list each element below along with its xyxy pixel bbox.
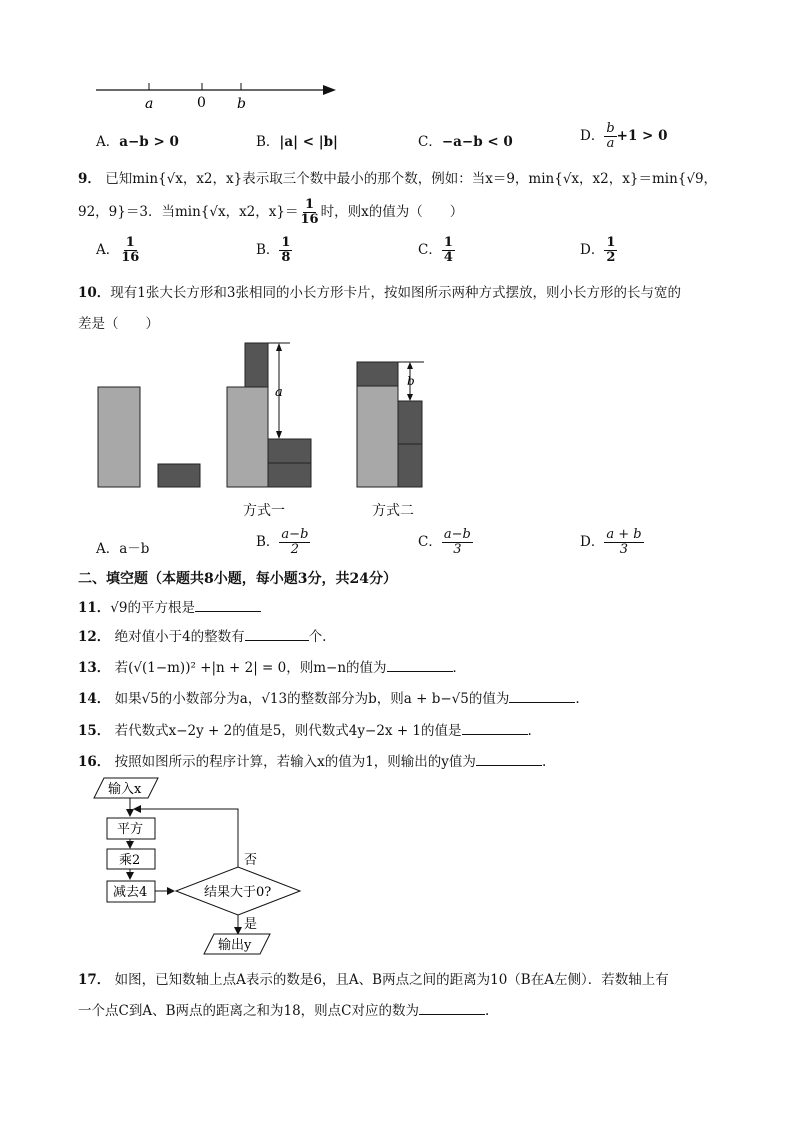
q9-option-a: A． $\frac{1}{16}$: [96, 235, 140, 265]
small-rectangle: [158, 464, 200, 487]
no-label: 否: [244, 853, 258, 868]
caption-method-1: 方式一: [243, 503, 285, 519]
yes-label: 是: [244, 917, 258, 932]
q10-line2: 差是（ ）: [78, 316, 159, 332]
square-label: 平方: [117, 822, 144, 837]
q15-answer-blank[interactable]: [462, 722, 528, 735]
q17-line2: 一个点C到A、B两点的距离之和为18，则点C对应的数为 .: [78, 1003, 490, 1019]
q13: 13． 若(√(1−m))² +|n + 2| = 0，则m−n的值为 ．: [78, 660, 467, 676]
q16: 16． 按照如图所示的程序计算，若输入x的值为1，则输出的y值为 .: [78, 754, 547, 770]
q11: 11．√9的平方根是: [78, 596, 261, 616]
q16-answer-blank[interactable]: [476, 753, 542, 766]
q9-option-b: B． $\frac{1}{8}$: [256, 235, 291, 265]
q10-option-d: D． $\frac{a + b}{3}$: [580, 527, 642, 557]
flowchart: [90, 776, 320, 958]
q12: 12． 绝对值小于4的整数有 个.: [78, 629, 327, 645]
q9-line2: 92，9}＝3．当min{√x，x2，x}＝ $\frac{1}{16}$ 时，则x的值为（ ）: [78, 197, 464, 227]
big-rectangle: [98, 387, 140, 487]
figure-label-a: a: [275, 385, 283, 400]
figure-label-b: b: [407, 374, 415, 388]
q14: 14． 如果√5的小数部分为a，√13的整数部分为b，则a + b−√5的值为 .: [78, 691, 580, 707]
q13-answer-blank[interactable]: [387, 659, 453, 672]
q17-answer-blank[interactable]: [419, 1002, 485, 1015]
number-line-label-0: 0: [197, 95, 206, 111]
number-line-label-a: a: [145, 96, 154, 112]
number-line-figure: [90, 78, 350, 114]
q8-option-a: A．a−b > 0: [96, 134, 179, 150]
rectangles-figure: [90, 338, 440, 523]
q10-option-b: B． $\frac{a-b}{2}$: [256, 527, 309, 557]
q12-answer-blank[interactable]: [245, 628, 309, 641]
subtract-label: 减去4: [113, 885, 148, 900]
section-2-title: 二、填空题（本题共8小题，每小题3分，共24分）: [78, 571, 397, 587]
q9-option-d: D． $\frac{1}{2}$: [580, 235, 616, 265]
condition-label: 结果大于0?: [204, 885, 272, 900]
number-line-label-b: b: [237, 96, 246, 112]
q17-line1: 17． 如图，已知数轴上点A表示的数是6，且A、B两点之间的距离为10（B在A左侧）．若数轴上有: [78, 972, 669, 988]
q10-option-c: C． $\frac{a-b}{3}$: [418, 527, 471, 557]
q10-option-a: A．a－b: [96, 541, 150, 557]
q8-option-d: D． $\frac{b}{a}$ +1 > 0: [580, 121, 668, 151]
q15: 15． 若代数式x−2y + 2的值是5，则代数式4y−2x + 1的值是 .: [78, 723, 532, 739]
output-label: 输出y: [218, 938, 252, 953]
q14-answer-blank[interactable]: [509, 690, 575, 703]
q8-option-b: B．|a| < |b|: [256, 134, 338, 150]
multiply-label: 乘2: [119, 853, 141, 868]
q11-answer-blank[interactable]: [195, 599, 261, 612]
input-label: 输入x: [108, 782, 142, 797]
q10-line1: 10．现有1张大长方形和3张相同的小长方形卡片，按如图所示两种方式摆放，则小长方形的长与宽的: [78, 285, 681, 301]
q9-option-c: C． $\frac{1}{4}$: [418, 235, 453, 265]
q9-line1: 9． 已知min{√x，x2，x}表示取三个数中最小的那个数，例如：当x＝9，min{√x，x2，x}＝min{√9，: [78, 171, 718, 187]
q8-option-c: C．−a−b < 0: [418, 134, 513, 150]
caption-method-2: 方式二: [372, 503, 414, 519]
